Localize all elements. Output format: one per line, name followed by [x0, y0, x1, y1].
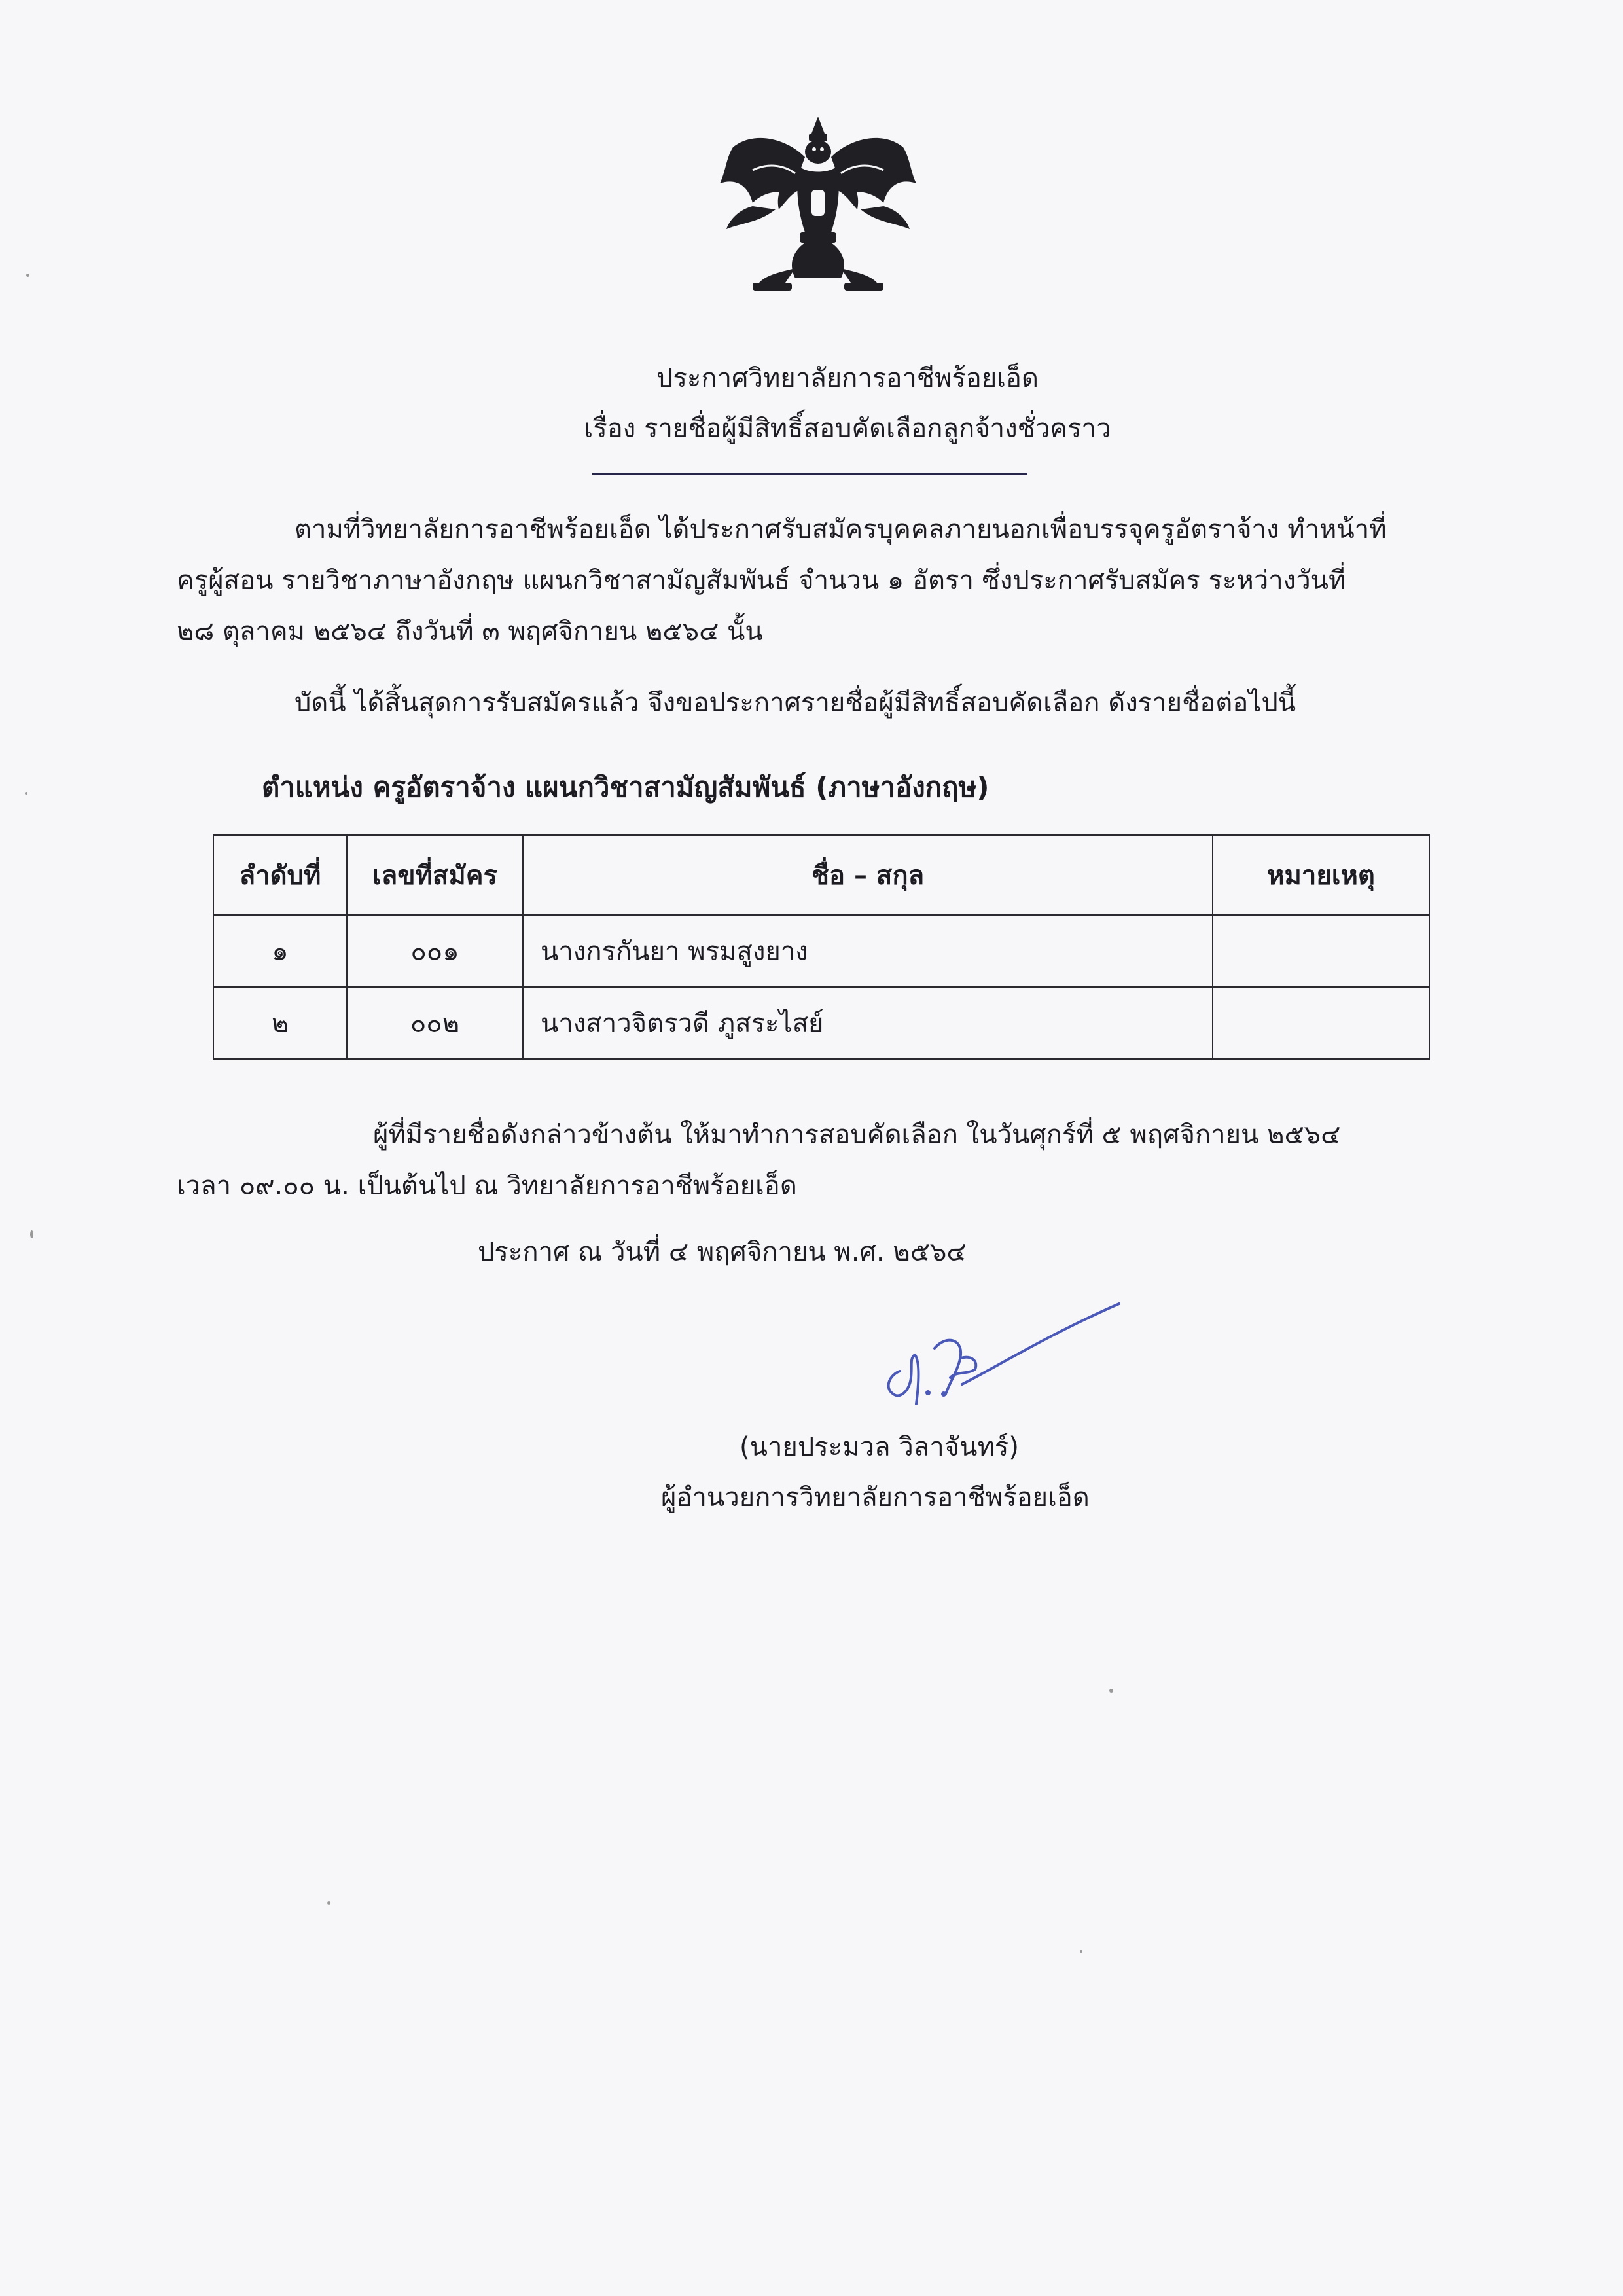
- table-header-row: [213, 835, 1429, 915]
- signature-icon: [864, 1296, 1132, 1427]
- scan-speck: [1109, 1689, 1113, 1693]
- row-application-no: ๐๐๒: [347, 987, 523, 1059]
- garuda-emblem-icon: [713, 111, 923, 298]
- intro-line-1: ตามที่วิทยาลัยการอาชีพร้อยเอ็ด ได้ประกาศรับสมัครบุคคลภายนอกเพื่อบรรจุครูอัตราจ้าง ทำหน้าที่: [294, 514, 1387, 545]
- row-name: นางสาวจิตรวดี ภูสระไสย์: [523, 987, 1213, 1059]
- row-order: ๒: [213, 987, 347, 1059]
- candidates-table: [213, 834, 1430, 1060]
- exam-schedule-paragraph: [177, 1109, 1340, 1211]
- scan-speck: [25, 792, 27, 795]
- row-order: ๑: [213, 915, 347, 987]
- scan-speck: [30, 1230, 33, 1238]
- header-divider: [592, 473, 1027, 475]
- row-name: นางกรกันยา พรมสูงยาง: [523, 915, 1213, 987]
- column-header-order: ลำดับที่: [213, 835, 347, 915]
- exam-schedule-line-1: ผู้ที่มีรายชื่อดังกล่าวข้างต้น ให้มาทำการสอบคัดเลือก ในวันศุกร์ที่ ๕ พฤศจิกายน ๒๕๖๔: [373, 1120, 1341, 1150]
- closing-notice-line: บัดนี้ ได้สิ้นสุดการรับสมัครแล้ว จึงขอประกาศรายชื่อผู้มีสิทธิ์สอบคัดเลือก ดังรายชื่อต่อไปนี้: [294, 688, 1296, 718]
- intro-paragraph: [177, 504, 1459, 657]
- announcement-date: ประกาศ ณ วันที่ ๔ พฤศจิกายน พ.ศ. ๒๕๖๔: [478, 1237, 967, 1267]
- scan-speck: [26, 274, 29, 277]
- intro-line-2: ครูผู้สอน รายวิชาภาษาอังกฤษ แผนกวิชาสามัญสัมพันธ์ จำนวน ๑ อัตรา ซึ่งประกาศรับสมัคร ระหว่างวันที่: [177, 565, 1346, 596]
- closing-notice-paragraph: [294, 677, 1296, 728]
- column-header-name: ชื่อ – สกุล: [523, 835, 1213, 915]
- scan-speck: [1080, 1950, 1082, 1953]
- table-row: [213, 915, 1429, 987]
- signer-name: (นายประมวล วิลาจันทร์): [740, 1432, 1019, 1462]
- intro-line-3: ๒๘ ตุลาคม ๒๕๖๔ ถึงวันที่ ๓ พฤศจิกายน ๒๕๖๔ นั้น: [177, 617, 763, 647]
- announcement-title: ประกาศวิทยาลัยการอาชีพร้อยเอ็ด: [656, 363, 1039, 393]
- column-header-remark: หมายเหตุ: [1213, 835, 1429, 915]
- row-application-no: ๐๐๑: [347, 915, 523, 987]
- table-row: [213, 987, 1429, 1059]
- signer-position: ผู้อำนวยการวิทยาลัยการอาชีพร้อยเอ็ด: [661, 1482, 1090, 1513]
- column-header-application-no: เลขที่สมัคร: [347, 835, 523, 915]
- exam-schedule-line-2: เวลา ๐๙.๐๐ น. เป็นต้นไป ณ วิทยาลัยการอาชีพร้อยเอ็ด: [177, 1171, 797, 1201]
- position-heading: ตำแหน่ง ครูอัตราจ้าง แผนกวิชาสามัญสัมพันธ์ (ภาษาอังกฤษ): [262, 771, 990, 803]
- row-remark: [1213, 915, 1429, 987]
- scan-speck: [327, 1901, 330, 1905]
- row-remark: [1213, 987, 1429, 1059]
- announcement-subject: เรื่อง รายชื่อผู้มีสิทธิ์สอบคัดเลือกลูกจ้างชั่วคราว: [584, 414, 1111, 444]
